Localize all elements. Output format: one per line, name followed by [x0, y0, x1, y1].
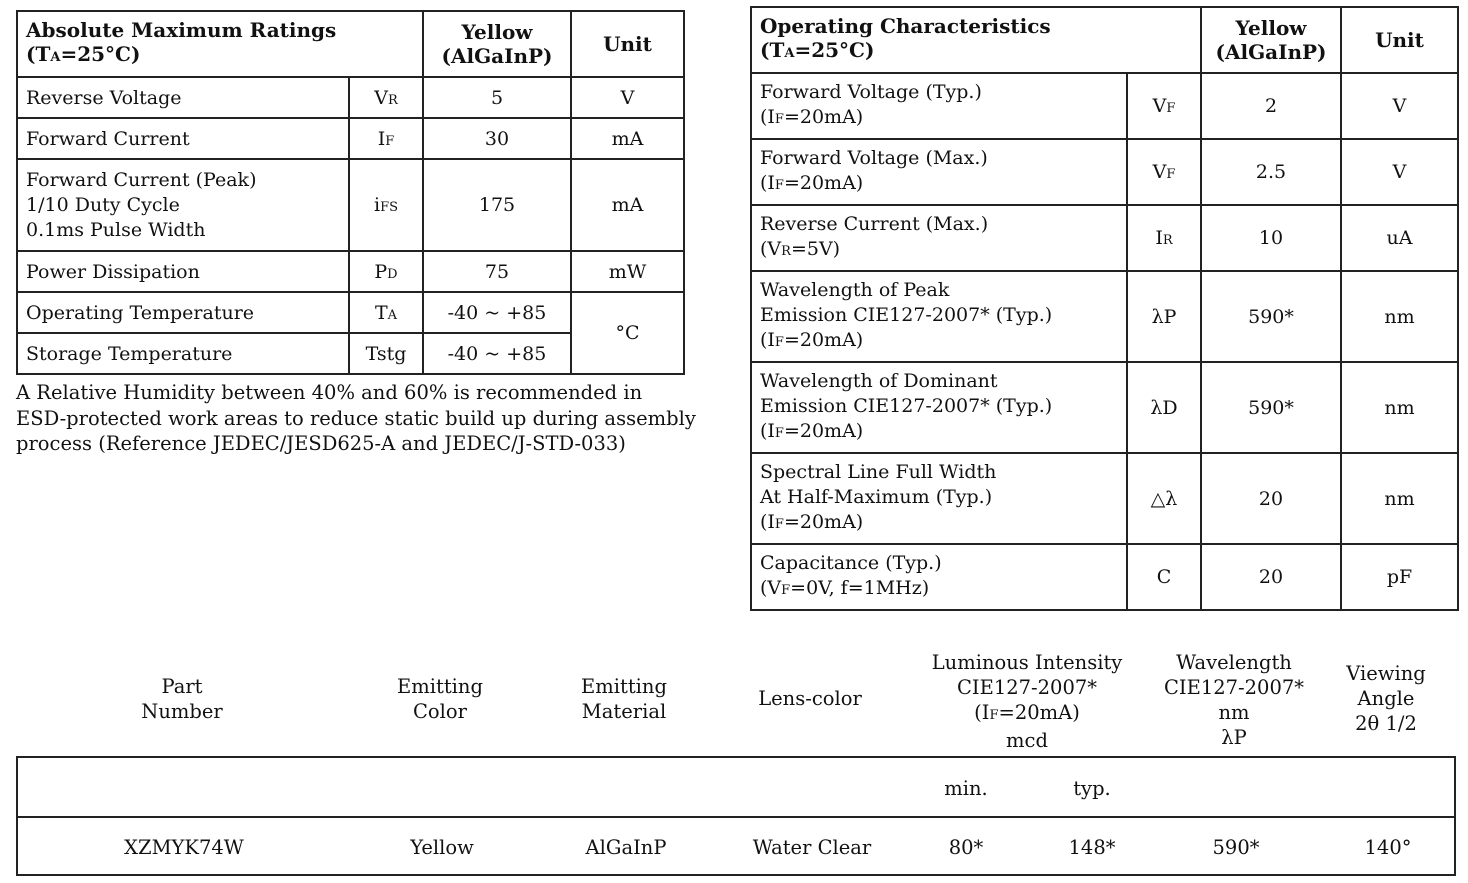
cell-wavelength: 590* [1212, 836, 1260, 859]
table-row: Wavelength of Dominant Emission CIE127-2007* (Typ.) (IF=20mA) λD 590* nm [751, 362, 1458, 453]
table-row: Forward Current IF 30 mA [17, 118, 684, 159]
humidity-note: A Relative Humidity between 40% and 60% is recommended in ESD-protected work areas to reduce static build up during assembly process (Reference JEDEC/JESD625-A and JEDEC/J-STD-033) [16, 381, 696, 455]
header-part-number: Part Number [141, 675, 223, 723]
cell-typ: 148* [1068, 836, 1116, 859]
table-row: Reverse Current (Max.) (VR=5V) IR 10 uA [751, 205, 1458, 271]
subheader-typ: typ. [1073, 777, 1111, 800]
cell-min: 80* [948, 836, 984, 859]
table-row: Reverse Voltage VR 5 V [17, 77, 684, 118]
table-row: Forward Voltage (Max.) (IF=20mA) VF 2.5 V [751, 139, 1458, 205]
table-row: Storage Temperature Tstg -40 ~ +85 [17, 333, 684, 374]
table-row: Spectral Line Full Width At Half-Maximum (Typ.) (IF=20mA) △λ 20 nm [751, 453, 1458, 544]
table-row: Forward Current (Peak) 1/10 Duty Cycle 0.1ms Pulse Width iFS 175 mA [17, 159, 684, 251]
cell-emitting-material: AlGaInP [585, 836, 667, 859]
cell-emitting-color: Yellow [410, 836, 474, 859]
cell-viewing-angle: 140° [1364, 836, 1412, 859]
oc-title: Operating Characteristics (TA=25°C) [751, 7, 1201, 73]
header-lens-color: Lens-color [758, 687, 862, 710]
operating-characteristics-table [750, 6, 1459, 611]
table-row: Operating Temperature TA -40 ~ +85 °C [17, 292, 684, 333]
selection-header [16, 648, 1456, 756]
subheader-min: min. [944, 777, 988, 800]
amr-col-unit: Unit [571, 11, 684, 77]
table-row: Wavelength of Peak Emission CIE127-2007* (Typ.) (IF=20mA) λP 590* nm [751, 271, 1458, 362]
header-luminous-intensity: Luminous Intensity CIE127-2007* (IF=20mA) mcd [931, 651, 1123, 752]
row-divider [18, 816, 1454, 818]
amr-title: Absolute Maximum Ratings (TA=25°C) [17, 11, 423, 77]
amr-col-yellow: Yellow (AlGaInP) [423, 11, 571, 77]
oc-col-unit: Unit [1341, 7, 1458, 73]
table-row: Power Dissipation PD 75 mW [17, 251, 684, 292]
header-emitting-color: Emitting Color [397, 675, 483, 723]
table-row: Capacitance (Typ.) (VF=0V, f=1MHz) C 20 pF [751, 544, 1458, 610]
header-viewing-angle: Viewing Angle 2θ 1/2 [1346, 662, 1426, 735]
selection-table [16, 756, 1456, 876]
header-emitting-material: Emitting Material [581, 675, 667, 723]
cell-lens-color: Water Clear [752, 836, 872, 859]
table-row: Forward Voltage (Typ.) (IF=20mA) VF 2 V [751, 73, 1458, 139]
cell-part-number: XZMYK74W [124, 836, 244, 859]
oc-col-yellow: Yellow (AlGaInP) [1201, 7, 1341, 73]
header-wavelength: Wavelength CIE127-2007* nm λP [1163, 651, 1305, 749]
absolute-max-ratings-table [16, 10, 685, 375]
